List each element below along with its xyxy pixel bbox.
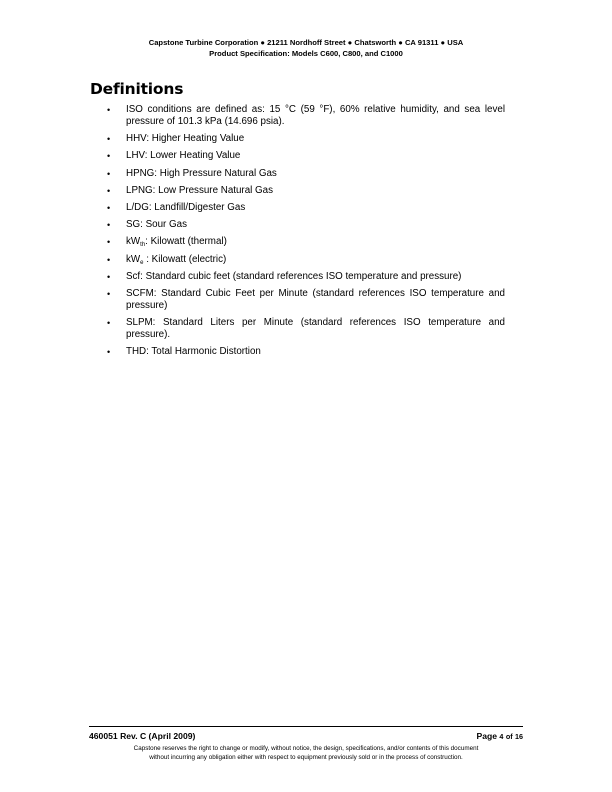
definition-item [90,185,505,197]
page-current: 4 [499,732,504,741]
definition-subscript: e [140,259,144,266]
bullet-icon: • [107,220,111,231]
definition-subscript: th [140,242,146,249]
disclaimer-line: Capstone reserves the right to change or modify, without notice, the design, specifications, and/or contents of this document [133,745,479,752]
bullet-icon: • [107,271,111,282]
definition-item [90,168,505,180]
definition-text: LPNG: Low Pressure Natural Gas [126,184,274,196]
definition-item [90,150,505,162]
bullet-icon: • [107,105,111,115]
definition-item [90,288,505,312]
header-product-spec: Product Specification: Models C600, C800, and C1000 [209,48,403,58]
bullet-icon: • [107,347,111,358]
definition-item [90,317,505,341]
definition-term: kW [126,253,141,265]
definition-item [90,271,505,283]
definition-text: SCFM: Standard Cubic Feet per Minute (standard references ISO temperature and pressure) [126,287,505,311]
header-company-address: Capstone Turbine Corporation ● 21211 Nordhoff Street ● Chatsworth ● CA 91311 ● USA [148,38,464,47]
page-total: 16 [515,732,523,741]
definition-item [90,104,505,128]
definition-item [90,219,505,231]
definition-text: L/DG: Landfill/Digester Gas [126,201,246,213]
definition-term: kW [126,236,141,248]
definitions-list [90,104,505,363]
definition-text: HHV: Higher Heating Value [126,133,245,145]
bullet-icon: • [107,168,111,179]
definition-desc: : Kilowatt (electric) [143,253,227,265]
page-number [476,731,523,741]
bullet-icon: • [107,185,111,196]
bullet-icon: • [107,134,111,145]
definition-item [90,346,505,358]
definition-desc: : Kilowatt (thermal) [145,236,227,248]
bullet-icon: • [107,318,111,329]
definition-text: HPNG: High Pressure Natural Gas [126,167,277,179]
page-of: of [505,732,513,741]
definition-text: THD: Total Harmonic Distortion [126,346,261,358]
disclaimer-line: without incurring any obligation either with respect to equipment previously sold or in the process of construction. [149,754,463,761]
definition-text: Scf: Standard cubic feet (standard references ISO temperature and pressure) [126,270,462,282]
definition-text: SG: Sour Gas [126,219,187,231]
footer-divider [89,726,523,727]
definition-text: LHV: Lower Heating Value [126,150,241,162]
definition-text: SLPM: Standard Liters per Minute (standard references ISO temperature and pressure). [126,317,505,341]
bullet-icon: • [107,202,111,213]
page-header [0,38,612,59]
bullet-icon: • [107,254,111,265]
section-title: Definitions [90,80,184,98]
definition-item [90,202,505,214]
bullet-icon: • [107,237,111,248]
bullet-icon: • [107,288,111,299]
bullet-icon: • [107,151,111,162]
page-label: Page [476,731,498,741]
definition-item [90,236,505,248]
footer-disclaimer [0,744,612,762]
document-revision: 460051 Rev. C (April 2009) [89,731,196,741]
definition-item [90,254,505,266]
definition-text: ISO conditions are defined as: 15 °C (59 °F), 60% relative humidity, and sea level pressure of 101.3 kPa (14.696 psia). [126,104,505,127]
definition-item [90,133,505,145]
